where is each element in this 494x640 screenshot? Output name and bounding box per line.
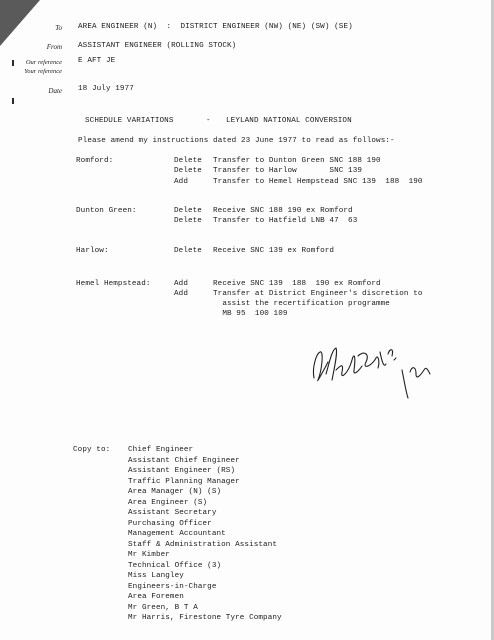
section-line-text: Transfer at District Engineer's discretion to <box>213 290 423 298</box>
section-place: Dunton Green: <box>76 207 137 215</box>
section-line-text: Receive SNC 139 188 190 ex Romford <box>213 280 381 288</box>
section-line-text: MB 95 100 109 <box>213 310 288 318</box>
subject-right: LEYLAND NATIONAL CONVERSION <box>226 117 352 125</box>
date-value: 18 July 1977 <box>78 85 134 93</box>
subject-left: SCHEDULE VARIATIONS <box>85 117 174 125</box>
margin-rule <box>12 98 14 104</box>
our-reference-value: E AFT JE <box>78 57 116 65</box>
section-line-text: Receive SNC 188 190 ex Romford <box>213 207 353 215</box>
section-action: Delete <box>174 207 202 215</box>
section-place: Harlow: <box>76 247 109 255</box>
list-item: Mr Kimber <box>128 551 170 559</box>
section-action: Add <box>174 280 188 288</box>
list-item: Staff & Administration Assistant <box>128 540 278 549</box>
folded-corner <box>0 0 40 46</box>
list-item: Management Accountant <box>128 530 226 538</box>
from-label: From <box>46 43 62 51</box>
section-line-text: Receive SNC 139 ex Romford <box>213 247 335 255</box>
section-place: Hemel Hempstead: <box>76 280 151 288</box>
section-action: Delete <box>174 167 202 175</box>
section-place: Romford: <box>76 157 114 165</box>
list-item: Mr Harris, Firestone Tyre Company <box>128 614 282 622</box>
date-label: Date <box>48 87 62 95</box>
your-reference-label: Your reference <box>24 68 62 75</box>
list-item: Chief Engineer <box>128 446 194 454</box>
section-line-text: Transfer to Dunton Green SNC 188 190 <box>213 157 381 165</box>
section-line-text: Transfer to Harlow SNC 139 <box>213 167 363 175</box>
list-item: Area Manager (N) (S) <box>128 488 222 496</box>
section-line-text: Transfer to Hemel Hempstead SNC 139 188 190 <box>213 178 423 186</box>
section-action: Delete <box>174 157 202 165</box>
list-item: Traffic Planning Manager <box>128 477 240 486</box>
handwritten-signature <box>306 340 436 400</box>
list-item: Assistant Chief Engineer <box>128 456 240 465</box>
our-reference-label: Our reference <box>25 59 62 66</box>
list-item: Assistant Secretary <box>128 509 217 517</box>
list-item: Miss Langley <box>128 572 184 580</box>
section-line-text: Transfer to Hatfield LNB 47 63 <box>213 217 358 225</box>
intro-text: Please amend my instructions dated 23 June 1977 to read as follows:- <box>78 137 395 145</box>
section-action: Add <box>174 178 188 186</box>
list-item: Mr Green, B T A <box>128 603 198 612</box>
section-action: Add <box>174 290 188 298</box>
list-item: Purchasing Officer <box>128 519 212 528</box>
from-value: ASSISTANT ENGINEER (ROLLING STOCK) <box>78 42 237 50</box>
list-item: Assistant Engineer (RS) <box>128 467 236 475</box>
to-label: To <box>55 24 62 32</box>
subject-dash: - <box>206 117 211 125</box>
list-item: Area Engineer (S) <box>128 498 208 507</box>
section-action: Delete <box>174 247 202 255</box>
copy-to-label: Copy to: <box>73 446 111 454</box>
section-action: Delete <box>174 217 202 225</box>
list-item: Area Foremen <box>128 593 184 601</box>
list-item: Engineers-in-Charge <box>128 582 217 591</box>
list-item: Technical Office (3) <box>128 561 222 570</box>
section-line-text: assist the recertification programme <box>213 300 390 308</box>
to-value: AREA ENGINEER (N) : DISTRICT ENGINEER (NW) (NE) (SW) (SE) <box>78 23 353 31</box>
